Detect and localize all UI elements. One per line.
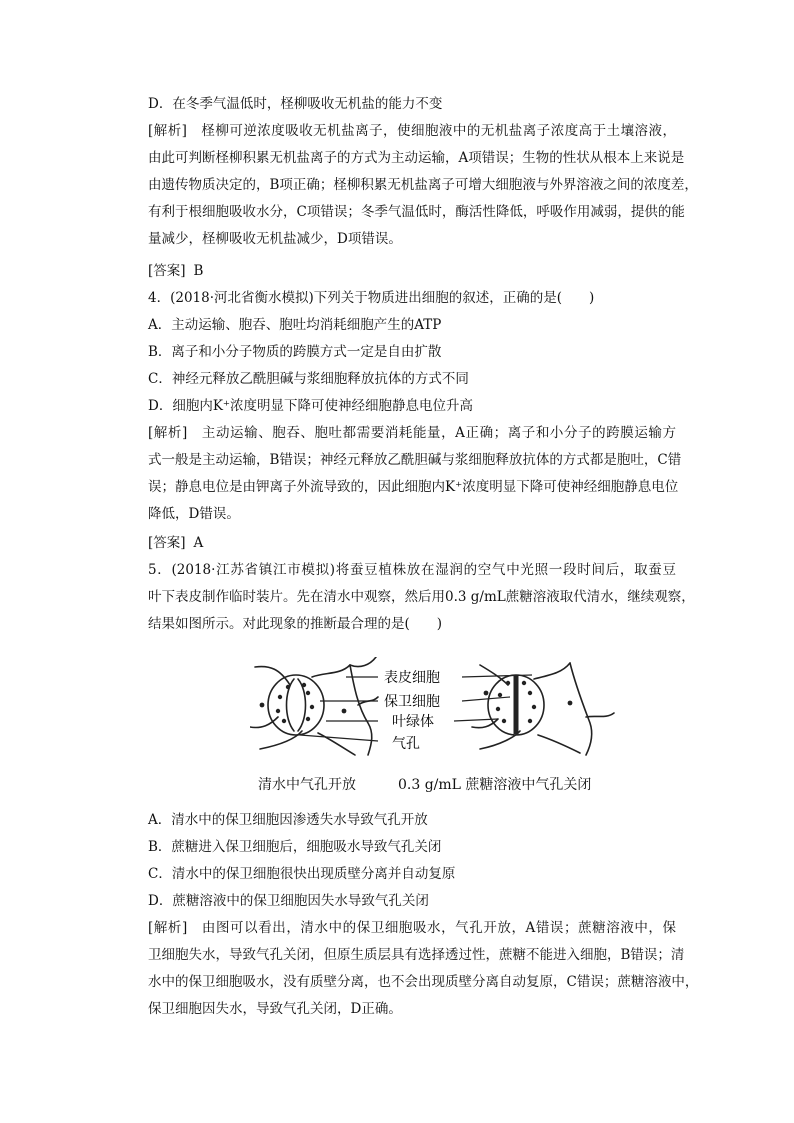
q5-analysis-tag: [解析] (148, 920, 188, 936)
left-cell-wall (312, 665, 350, 677)
label-guard-cell: 保卫细胞 (384, 694, 440, 710)
q3-answer-tag: [答案] (148, 263, 186, 279)
q5-stem-line-2: 叶下表皮制作临时装片。先在清水中观察，然后用0.3 g/mL蔗糖溶液取代清水，继续观察， (148, 589, 695, 605)
q4-answer (148, 533, 203, 553)
q5-option-a: A．清水中的保卫细胞因渗透失水导致气孔开放 (148, 812, 428, 828)
figure-caption-right: 0.3 g/mL 蔗糖溶液中气孔关闭 (398, 777, 592, 793)
q3-analysis-line-3: 由遗传物质决定的，B项正确；柽柳积累无机盐离子可增大细胞液与外界溶液之间的浓度差， (148, 177, 698, 193)
left-cell-wall (255, 667, 290, 685)
q5-analysis-line-2: 卫细胞失水，导致气孔关闭，但原生质层具有选择透过性，蔗糖不能进入细胞，B错误；清 (148, 947, 685, 963)
q3-answer-value: B (193, 263, 204, 279)
q4-option-a: A．主动运输、胞吞、胞吐均消耗细胞产生的ATP (148, 317, 442, 333)
label-chloroplast: 叶绿体 (392, 714, 434, 730)
q5-option-c: C．清水中的保卫细胞很快出现质壁分离并自动复原 (148, 866, 456, 882)
right-cell-wall (586, 713, 614, 717)
q4-analysis-tag: [解析] (148, 425, 188, 441)
left-cell-wall (350, 665, 372, 755)
q3-analysis-tag: [解析] (148, 123, 187, 139)
q4-option-b: B．离子和小分子物质的跨膜方式一定是自由扩散 (148, 344, 442, 360)
stomata-figure (250, 657, 670, 757)
q4-analysis-line-1: [解析] 主动运输、胞吞、胞吐都需要消耗能量，A正确；离子和小分子的跨膜运输方 (148, 425, 677, 441)
q5-analysis-line-3: 水中的保卫细胞吸水，没有质壁分离，也不会出现质壁分离自动复原，C错误；蔗糖溶液中， (148, 974, 699, 990)
q5-stem-line-1: 5．(2018·江苏省镇江市模拟)将蚕豆植株放在湿润的空气中光照一段时间后，取蚕豆 (148, 562, 676, 578)
q4-analysis-line-3: 误；静息电位是由钾离子外流导致的，因此细胞内K⁺浓度明显下降可使神经细胞静息电位 (148, 479, 679, 495)
left-cell-wall (350, 657, 376, 667)
q4-stem: 4．(2018·河北省衡水模拟)下列关于物质进出细胞的叙述，正确的是( ) (148, 290, 595, 306)
right-cell-wall (480, 665, 508, 685)
q3-analysis-line-4: 有利于根细胞吸收水分，C项错误；冬季气温低时，酶活性降低，呼吸作用减弱，提供的能 (148, 204, 685, 220)
right-cell-wall (570, 663, 592, 755)
q5-option-d: D．蔗糖溶液中的保卫细胞因失水导致气孔关闭 (148, 893, 429, 909)
q3-analysis-line-1: [解析] 柽柳可逆浓度吸收无机盐离子，使细胞液中的无机盐离子浓度高于土壤溶液， (148, 123, 676, 139)
q5-option-b: B．蔗糖进入保卫细胞后，细胞吸水导致气孔关闭 (148, 839, 442, 855)
label-epidermal-cell: 表皮细胞 (384, 670, 440, 686)
right-cell-wall (538, 735, 580, 753)
q3-answer (148, 261, 203, 281)
figure-caption-left: 清水中气孔开放 (258, 777, 356, 793)
q4-option-c: C．神经元释放乙酰胆碱与浆细胞释放抗体的方式不同 (148, 371, 469, 387)
q3-option-d: D．在冬季气温低时，柽柳吸收无机盐的能力不变 (148, 96, 443, 112)
q5-analysis-line-4: 保卫细胞因失水，导致气孔关闭，D正确。 (148, 1001, 402, 1017)
q4-answer-tag: [答案] (148, 535, 186, 551)
left-cell-wall (260, 731, 302, 749)
q4-answer-value: A (193, 535, 204, 551)
right-cell-wall (534, 663, 570, 679)
q4-analysis-line-2: 式一般是主动运输，B错误；神经元释放乙酰胆碱与浆细胞释放抗体的方式都是胞吐，C错 (148, 452, 682, 468)
q4-analysis-line-4: 降低，D错误。 (148, 506, 240, 522)
q4-option-d: D．细胞内K⁺浓度明显下降可使神经细胞静息电位升高 (148, 398, 474, 414)
q3-analysis-line-5: 量减少，柽柳吸收无机盐减少，D项错误。 (148, 231, 402, 247)
left-guard-cell-pair (268, 675, 324, 735)
q3-analysis-line-2: 由此可判断柽柳积累无机盐离子的方式为主动运输，A项错误；生物的性状从根本上来说是 (148, 150, 685, 166)
q5-analysis-line-1: [解析] 由图可以看出，清水中的保卫细胞吸水，气孔开放，A错误；蔗糖溶液中，保 (148, 920, 677, 936)
q5-stem-line-3: 结果如图所示。对此现象的推断最合理的是( ) (148, 616, 443, 632)
label-stoma: 气孔 (392, 736, 420, 752)
